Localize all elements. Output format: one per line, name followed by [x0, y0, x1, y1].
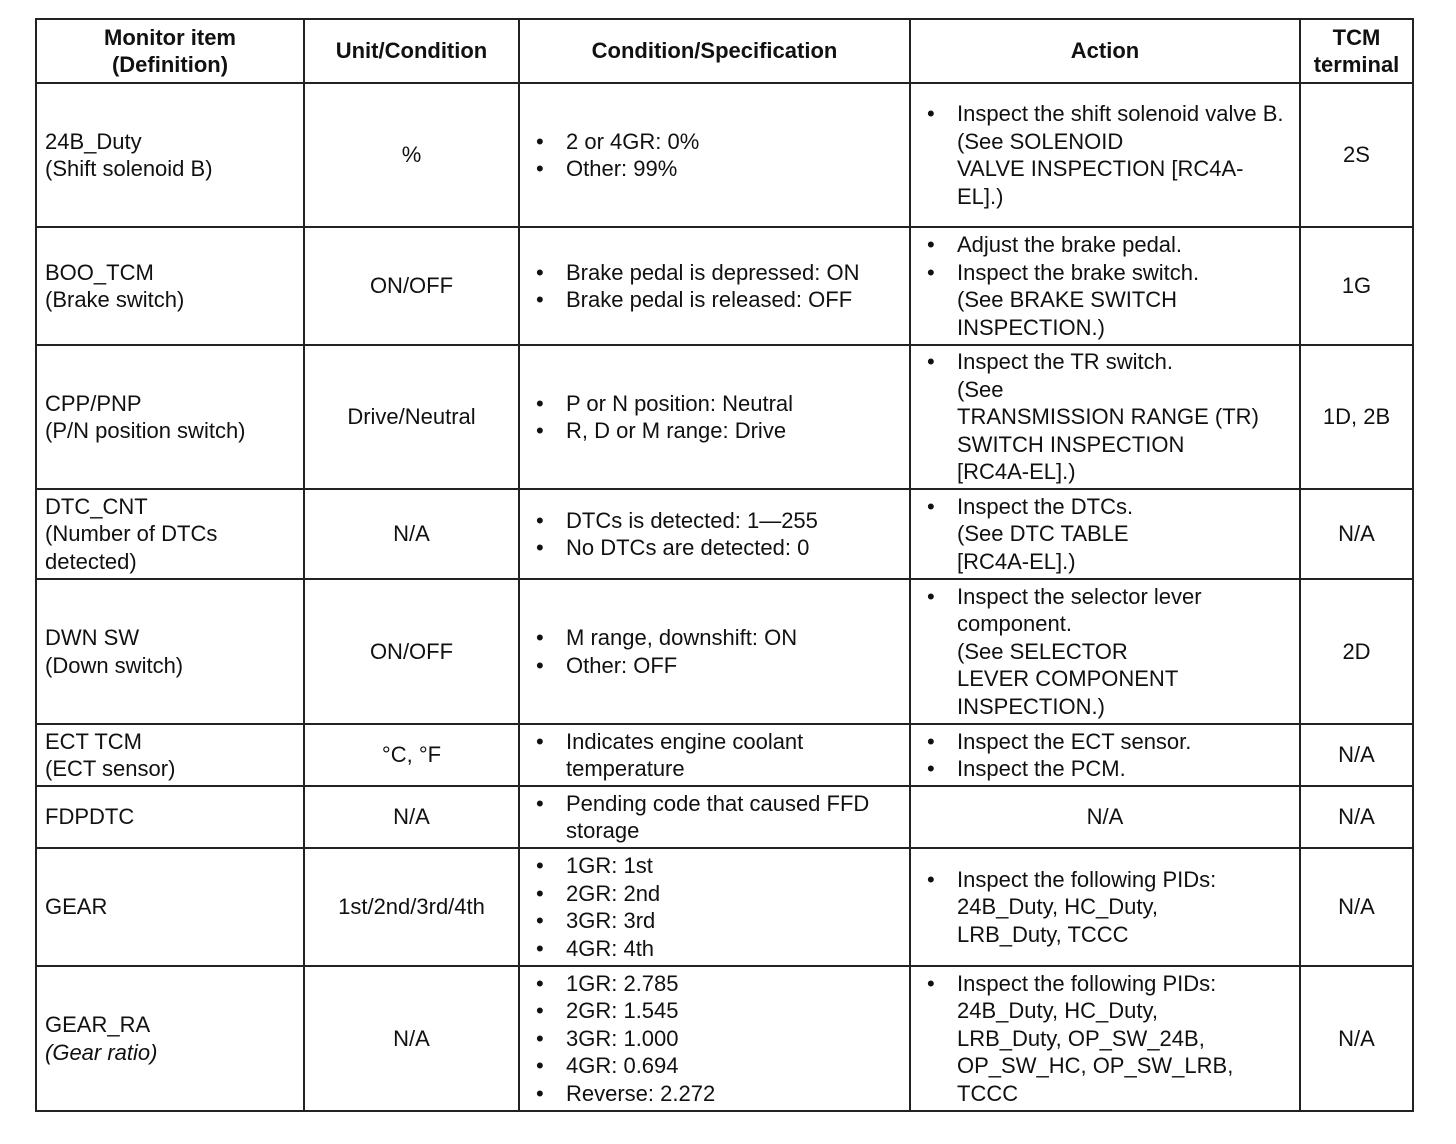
condition-item: • 3GR: 3rd: [528, 907, 901, 935]
condition-specification-cell: [519, 345, 910, 489]
monitor-item-name: DWN SW: [45, 625, 140, 650]
action-text: Inspect the PCM.: [957, 756, 1126, 781]
unit-condition-cell: N/A: [304, 489, 519, 579]
condition-item: • Indicates engine coolant temperature: [528, 728, 901, 783]
table-row: [36, 786, 1413, 848]
monitor-item-name: 24B_Duty: [45, 128, 142, 154]
monitor-item-name: CPP/PNP: [45, 390, 142, 416]
action-reference-line: LEVER COMPONENT: [957, 666, 1179, 692]
action-reference-line: (See: [957, 376, 1004, 402]
monitor-item-name: BOO_TCM: [45, 259, 154, 285]
action-item: [919, 493, 1291, 576]
action-reference-line: (See SOLENOID: [957, 128, 1124, 154]
monitor-item-definition: (Number of DTCs detected): [45, 521, 218, 574]
tcm-terminal-cell: N/A: [1300, 966, 1413, 1111]
monitor-item-definition: (Gear ratio): [45, 1039, 158, 1065]
table-row: [36, 227, 1413, 345]
monitor-item-cell: [36, 227, 304, 345]
header-monitor-item-definition: (Definition): [111, 52, 229, 77]
header-tcm-terminal: [1300, 19, 1413, 83]
pid-monitor-table: [35, 18, 1414, 1112]
tcm-terminal-cell: N/A: [1300, 724, 1413, 786]
monitor-item-name: ECT TCM: [45, 728, 142, 754]
condition-item: • 4GR: 4th: [528, 935, 901, 963]
action-cell: [910, 848, 1300, 966]
action-reference-line: INSPECTION.): [957, 314, 1105, 340]
action-text: Inspect the ECT sensor.: [957, 728, 1192, 754]
condition-item: • 1GR: 2.785: [528, 970, 901, 998]
action-reference-line: [RC4A-EL].): [957, 459, 1076, 485]
action-reference-line: OP_SW_HC, OP_SW_LRB,: [957, 1053, 1234, 1079]
condition-item: • No DTCs are detected: 0: [528, 534, 901, 562]
condition-specification-cell: [519, 579, 910, 724]
monitor-item-name: FDPDTC: [45, 804, 135, 830]
header-row: [36, 19, 1413, 83]
condition-specification-cell: [519, 966, 910, 1111]
condition-list: [528, 852, 901, 962]
action-reference-line: (See DTC TABLE: [957, 521, 1129, 547]
monitor-item-table-page: [35, 18, 1414, 1112]
action-text: Inspect the TR switch.: [957, 349, 1174, 375]
tcm-terminal-cell: 2S: [1300, 83, 1413, 227]
monitor-item-definition: (Shift solenoid B): [45, 156, 213, 181]
condition-list: [528, 624, 901, 679]
action-list: [919, 970, 1291, 1108]
action-text: Adjust the brake pedal.: [957, 232, 1183, 257]
condition-item: • 2GR: 1.545: [528, 997, 901, 1025]
condition-list: [528, 507, 901, 562]
action-item: [919, 231, 1291, 259]
condition-specification-cell: [519, 848, 910, 966]
action-text: Inspect the brake switch.: [957, 259, 1200, 285]
condition-item: • Pending code that caused FFD storage: [528, 790, 901, 845]
condition-item: • 2 or 4GR: 0%: [528, 128, 901, 156]
table-row: [36, 489, 1413, 579]
condition-item: • Other: OFF: [528, 652, 901, 680]
action-reference-line: TCCC: [957, 1080, 1019, 1106]
tcm-terminal-cell: 2D: [1300, 579, 1413, 724]
action-list: [919, 583, 1291, 721]
action-item: [919, 259, 1291, 342]
unit-condition-cell: ON/OFF: [304, 579, 519, 724]
action-reference-line: EL].): [957, 183, 1004, 209]
condition-item: • 2GR: 2nd: [528, 880, 901, 908]
action-cell: [910, 345, 1300, 489]
monitor-item-definition: (Down switch): [45, 652, 184, 678]
action-item: [919, 866, 1291, 949]
action-text: Inspect the following PIDs:: [957, 970, 1217, 996]
condition-item: • Brake pedal is released: OFF: [528, 286, 901, 314]
tcm-terminal-cell: N/A: [1300, 489, 1413, 579]
action-list: [919, 493, 1291, 576]
header-terminal-label: terminal: [1313, 52, 1400, 77]
action-reference-line: SWITCH INSPECTION: [957, 431, 1185, 457]
action-reference-line: 24B_Duty, HC_Duty,: [957, 998, 1158, 1024]
tcm-terminal-cell: 1D, 2B: [1300, 345, 1413, 489]
tcm-terminal-cell: N/A: [1300, 786, 1413, 848]
monitor-item-cell: [36, 848, 304, 966]
condition-item: • DTCs is detected: 1—255: [528, 507, 901, 535]
action-cell: [910, 83, 1300, 227]
unit-condition-cell: N/A: [304, 786, 519, 848]
condition-item: • P or N position: Neutral: [528, 390, 901, 418]
action-reference-line: TRANSMISSION RANGE (TR): [957, 404, 1259, 430]
monitor-item-definition: (ECT sensor): [45, 756, 176, 781]
action-item: [919, 755, 1291, 783]
tcm-terminal-cell: N/A: [1300, 848, 1413, 966]
condition-list: [528, 728, 901, 783]
action-cell: N/A: [910, 786, 1300, 848]
condition-item: • M range, downshift: ON: [528, 624, 901, 652]
condition-specification-cell: [519, 786, 910, 848]
condition-item: • Brake pedal is depressed: ON: [528, 259, 901, 287]
monitor-item-definition: (P/N position switch): [45, 418, 246, 443]
unit-condition-cell: N/A: [304, 966, 519, 1111]
condition-list: [528, 970, 901, 1108]
condition-item: • 3GR: 1.000: [528, 1025, 901, 1053]
unit-condition-cell: Drive/Neutral: [304, 345, 519, 489]
action-text: Inspect the selector lever component.: [957, 583, 1202, 637]
condition-list: [528, 390, 901, 445]
condition-specification-cell: [519, 724, 910, 786]
monitor-item-name: DTC_CNT: [45, 493, 148, 519]
header-monitor-item: [36, 19, 304, 83]
header-tcm-label: TCM: [1332, 24, 1381, 50]
condition-item: • R, D or M range: Drive: [528, 417, 901, 445]
action-list: [919, 728, 1291, 783]
monitor-item-name: GEAR_RA: [45, 1012, 151, 1037]
unit-condition-cell: %: [304, 83, 519, 227]
action-text: Inspect the DTCs.: [957, 493, 1134, 519]
action-item: [919, 728, 1291, 756]
monitor-item-cell: [36, 345, 304, 489]
table-row: [36, 848, 1413, 966]
condition-item: • Reverse: 2.272: [528, 1080, 901, 1108]
condition-specification-cell: [519, 83, 910, 227]
action-reference-line: 24B_Duty, HC_Duty,: [957, 894, 1158, 920]
header-condition-specification: Condition/Specification: [519, 19, 910, 83]
action-item: [919, 970, 1291, 1108]
tcm-terminal-cell: 1G: [1300, 227, 1413, 345]
monitor-item-cell: [36, 489, 304, 579]
header-action: Action: [910, 19, 1300, 83]
action-cell: [910, 724, 1300, 786]
action-cell: [910, 227, 1300, 345]
action-cell: [910, 579, 1300, 724]
monitor-item-name: GEAR: [45, 894, 108, 920]
action-list: [919, 866, 1291, 949]
table-row: [36, 966, 1413, 1111]
condition-specification-cell: [519, 227, 910, 345]
unit-condition-cell: °C, °F: [304, 724, 519, 786]
action-reference-line: VALVE INSPECTION [RC4A-: [957, 156, 1244, 181]
action-list: [919, 348, 1291, 486]
condition-list: [528, 259, 901, 314]
action-reference-line: (See SELECTOR: [957, 638, 1128, 664]
header-unit-condition: Unit/Condition: [304, 19, 519, 83]
action-list: [919, 231, 1291, 341]
condition-item: • 4GR: 0.694: [528, 1052, 901, 1080]
monitor-item-definition: (Brake switch): [45, 287, 185, 312]
table-row: [36, 724, 1413, 786]
action-list: [919, 100, 1291, 210]
unit-condition-cell: ON/OFF: [304, 227, 519, 345]
condition-item: • 1GR: 1st: [528, 852, 901, 880]
table-row: [36, 579, 1413, 724]
monitor-item-cell: [36, 724, 304, 786]
header-monitor-item-label: Monitor item: [104, 24, 236, 50]
table-row: [36, 83, 1413, 227]
condition-list: [528, 790, 901, 845]
action-text: Inspect the following PIDs:: [957, 866, 1217, 892]
condition-specification-cell: [519, 489, 910, 579]
condition-list: [528, 128, 901, 183]
action-item: [919, 348, 1291, 486]
monitor-item-cell: [36, 83, 304, 227]
table-row: [36, 345, 1413, 489]
action-reference-line: LRB_Duty, TCCC: [957, 921, 1129, 947]
action-reference-line: LRB_Duty, OP_SW_24B,: [957, 1025, 1205, 1051]
unit-condition-cell: 1st/2nd/3rd/4th: [304, 848, 519, 966]
action-item: [919, 100, 1291, 210]
action-reference-line: (See BRAKE SWITCH: [957, 287, 1178, 312]
action-cell: [910, 489, 1300, 579]
action-item: [919, 583, 1291, 721]
monitor-item-cell: [36, 786, 304, 848]
condition-item: • Other: 99%: [528, 155, 901, 183]
action-text: Inspect the shift solenoid valve B.: [957, 101, 1284, 126]
action-reference-line: [RC4A-EL].): [957, 548, 1076, 574]
monitor-item-cell: [36, 966, 304, 1111]
monitor-item-cell: [36, 579, 304, 724]
action-cell: [910, 966, 1300, 1111]
action-reference-line: INSPECTION.): [957, 693, 1105, 719]
